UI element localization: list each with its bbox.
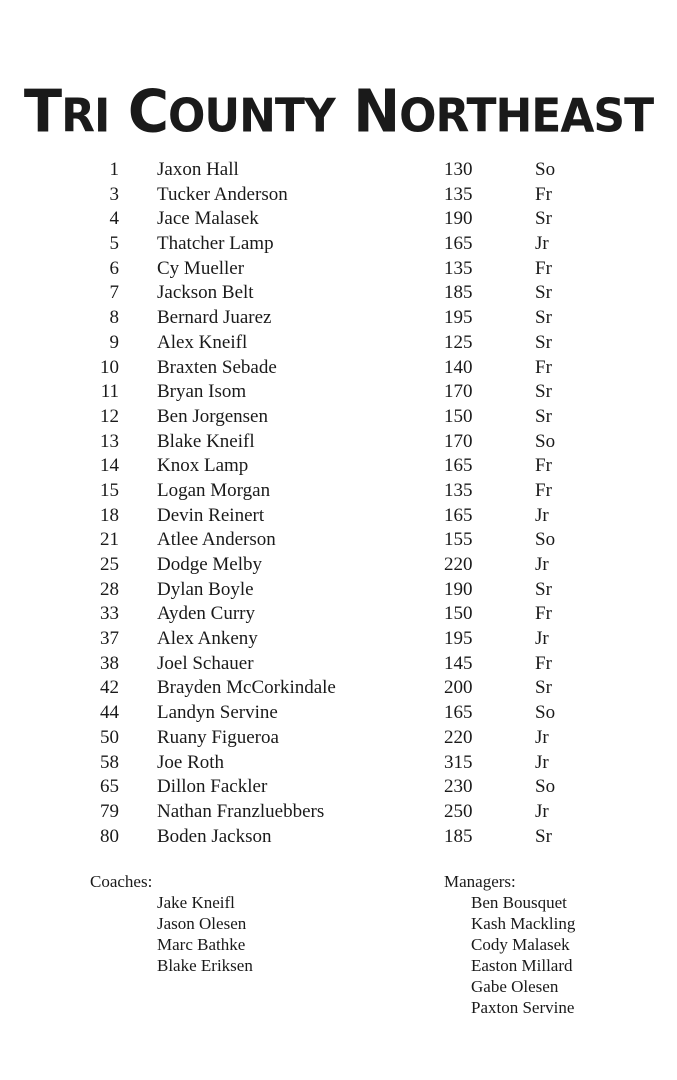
player-name: Nathan Franzluebbers bbox=[157, 800, 325, 822]
roster-row bbox=[0, 578, 677, 603]
player-name: Joel Schauer bbox=[157, 652, 254, 674]
player-number: 42 bbox=[100, 677, 119, 699]
player-name: Bernard Juarez bbox=[157, 307, 272, 329]
player-grade: Fr bbox=[535, 479, 552, 501]
roster-row bbox=[0, 356, 677, 381]
roster-row bbox=[0, 800, 677, 825]
player-weight: 150 bbox=[444, 405, 473, 427]
player-grade: Jr bbox=[535, 233, 549, 255]
roster-row bbox=[0, 825, 677, 850]
roster-row bbox=[0, 257, 677, 282]
coaches-list bbox=[157, 892, 253, 976]
player-number: 44 bbox=[100, 702, 119, 724]
player-weight: 195 bbox=[444, 628, 473, 650]
player-number: 25 bbox=[100, 554, 119, 575]
player-name: Brayden McCorkindale bbox=[157, 677, 336, 699]
player-name: Alex Kneifl bbox=[157, 331, 248, 353]
manager-name: Easton Millard bbox=[471, 956, 573, 975]
player-grade: Fr bbox=[535, 257, 552, 279]
player-name: Boden Jackson bbox=[157, 825, 272, 847]
player-name: Joe Roth bbox=[157, 751, 225, 773]
page-title bbox=[0, 76, 677, 154]
player-name: Alex Ankeny bbox=[157, 628, 258, 650]
player-grade: Sr bbox=[535, 578, 552, 600]
player-number: 9 bbox=[109, 331, 119, 353]
player-grade: Sr bbox=[535, 381, 552, 403]
player-number: 4 bbox=[109, 208, 119, 230]
roster-row bbox=[0, 751, 677, 776]
player-weight: 145 bbox=[444, 652, 473, 674]
roster-row bbox=[0, 701, 677, 726]
player-number: 50 bbox=[100, 726, 119, 748]
player-name: Tucker Anderson bbox=[157, 183, 288, 205]
roster-row bbox=[0, 726, 677, 751]
player-number: 79 bbox=[100, 800, 119, 822]
player-grade: So bbox=[535, 430, 556, 452]
roster-list bbox=[0, 158, 677, 849]
roster-row bbox=[0, 479, 677, 504]
roster-row bbox=[0, 627, 677, 652]
player-name: Ruany Figueroa bbox=[157, 726, 279, 748]
player-grade: So bbox=[535, 529, 556, 551]
player-weight: 135 bbox=[444, 479, 473, 501]
player-grade: So bbox=[535, 159, 556, 180]
player-weight: 150 bbox=[444, 603, 473, 625]
player-weight: 140 bbox=[444, 356, 473, 378]
player-number: 11 bbox=[100, 381, 119, 403]
player-grade: Jr bbox=[535, 726, 549, 748]
player-grade: Sr bbox=[535, 282, 552, 304]
manager-name: Gabe Olesen bbox=[471, 977, 559, 996]
manager-name: Ben Bousquet bbox=[471, 893, 567, 912]
player-number: 80 bbox=[100, 825, 119, 847]
roster-row bbox=[0, 232, 677, 257]
player-weight: 190 bbox=[444, 578, 473, 600]
roster-row bbox=[0, 306, 677, 331]
title-word-3: NORTHEAST bbox=[353, 78, 654, 147]
player-number: 1 bbox=[109, 159, 119, 180]
roster-row bbox=[0, 331, 677, 356]
player-number: 6 bbox=[109, 257, 119, 279]
player-weight: 250 bbox=[444, 800, 473, 822]
roster-row bbox=[0, 281, 677, 306]
player-number: 13 bbox=[100, 430, 119, 452]
player-weight: 125 bbox=[444, 331, 473, 353]
player-grade: Sr bbox=[535, 331, 552, 353]
player-number: 3 bbox=[109, 183, 119, 205]
player-grade: Sr bbox=[535, 208, 552, 230]
player-grade: Sr bbox=[535, 677, 552, 699]
player-weight: 170 bbox=[444, 430, 473, 452]
player-grade: So bbox=[535, 702, 556, 724]
player-grade: Jr bbox=[535, 504, 549, 526]
player-number: 5 bbox=[109, 233, 119, 255]
player-grade: Jr bbox=[535, 554, 549, 575]
player-weight: 165 bbox=[444, 233, 473, 255]
roster-row bbox=[0, 504, 677, 529]
player-name: Bryan Isom bbox=[157, 381, 247, 403]
player-name: Blake Kneifl bbox=[157, 430, 255, 452]
player-weight: 220 bbox=[444, 726, 473, 748]
player-grade: Fr bbox=[535, 603, 552, 625]
coach-name: Jake Kneifl bbox=[157, 893, 235, 912]
player-name: Braxten Sebade bbox=[157, 356, 277, 378]
player-number: 33 bbox=[100, 603, 119, 625]
manager-name: Kash Mackling bbox=[471, 914, 576, 933]
player-weight: 135 bbox=[444, 257, 473, 279]
player-name: Ayden Curry bbox=[157, 603, 255, 625]
coach-name: Blake Eriksen bbox=[157, 956, 253, 975]
player-grade: Jr bbox=[535, 800, 549, 822]
player-name: Jace Malasek bbox=[157, 208, 259, 230]
player-weight: 165 bbox=[444, 702, 473, 724]
player-name: Devin Reinert bbox=[157, 504, 265, 526]
player-name: Landyn Servine bbox=[157, 702, 278, 724]
player-name: Dillon Fackler bbox=[157, 776, 268, 798]
player-weight: 185 bbox=[444, 825, 473, 847]
player-weight: 220 bbox=[444, 554, 473, 575]
player-number: 37 bbox=[100, 628, 119, 650]
player-name: Thatcher Lamp bbox=[157, 233, 274, 255]
player-grade: So bbox=[535, 776, 556, 798]
managers-label: Managers: bbox=[444, 872, 516, 891]
roster-row bbox=[0, 380, 677, 405]
player-name: Cy Mueller bbox=[157, 257, 245, 279]
player-grade: Sr bbox=[535, 307, 552, 329]
player-name: Atlee Anderson bbox=[157, 529, 276, 551]
manager-name: Paxton Servine bbox=[471, 998, 575, 1017]
player-name: Dodge Melby bbox=[157, 554, 263, 575]
player-number: 65 bbox=[100, 776, 119, 798]
player-grade: Jr bbox=[535, 628, 549, 650]
player-weight: 315 bbox=[444, 751, 473, 773]
roster-row bbox=[0, 430, 677, 455]
player-grade: Fr bbox=[535, 183, 552, 205]
player-number: 21 bbox=[100, 529, 119, 551]
player-grade: Fr bbox=[535, 356, 552, 378]
title-word-2: COUNTY bbox=[127, 78, 335, 147]
player-name: Jaxon Hall bbox=[157, 159, 239, 180]
player-weight: 230 bbox=[444, 776, 473, 798]
player-grade: Jr bbox=[535, 751, 549, 773]
player-number: 8 bbox=[109, 307, 119, 329]
player-number: 18 bbox=[100, 504, 119, 526]
player-number: 14 bbox=[100, 455, 119, 477]
player-grade: Fr bbox=[535, 455, 552, 477]
player-name: Dylan Boyle bbox=[157, 578, 254, 600]
manager-name: Cody Malasek bbox=[471, 935, 570, 954]
player-weight: 195 bbox=[444, 307, 473, 329]
roster-row bbox=[0, 158, 677, 183]
roster-row bbox=[0, 676, 677, 701]
player-weight: 165 bbox=[444, 455, 473, 477]
player-name: Ben Jorgensen bbox=[157, 405, 268, 427]
coach-name: Jason Olesen bbox=[157, 914, 247, 933]
roster-row bbox=[0, 528, 677, 553]
player-name: Knox Lamp bbox=[157, 455, 249, 477]
player-grade: Fr bbox=[535, 652, 552, 674]
title-word-1: TRI bbox=[23, 78, 110, 147]
player-weight: 165 bbox=[444, 504, 473, 526]
player-name: Logan Morgan bbox=[157, 479, 271, 501]
roster-row bbox=[0, 652, 677, 677]
roster-row bbox=[0, 207, 677, 232]
managers-list bbox=[471, 892, 575, 1018]
player-weight: 135 bbox=[444, 183, 473, 205]
player-weight: 130 bbox=[444, 159, 473, 180]
player-number: 7 bbox=[109, 282, 119, 304]
player-number: 28 bbox=[100, 578, 119, 600]
player-weight: 155 bbox=[444, 529, 473, 551]
coach-name: Marc Bathke bbox=[157, 935, 246, 954]
player-number: 12 bbox=[100, 405, 119, 427]
roster-row bbox=[0, 183, 677, 208]
roster-row bbox=[0, 775, 677, 800]
roster-row bbox=[0, 454, 677, 479]
player-weight: 190 bbox=[444, 208, 473, 230]
player-weight: 185 bbox=[444, 282, 473, 304]
player-number: 15 bbox=[100, 479, 119, 501]
player-grade: Sr bbox=[535, 825, 552, 847]
player-number: 10 bbox=[100, 356, 119, 378]
roster-row bbox=[0, 602, 677, 627]
player-weight: 170 bbox=[444, 381, 473, 403]
player-number: 38 bbox=[100, 652, 119, 674]
roster-row bbox=[0, 405, 677, 430]
coaches-label: Coaches: bbox=[90, 872, 153, 891]
roster-row bbox=[0, 553, 677, 578]
player-grade: Sr bbox=[535, 405, 552, 427]
player-number: 58 bbox=[100, 751, 119, 773]
player-weight: 200 bbox=[444, 677, 473, 699]
player-name: Jackson Belt bbox=[157, 282, 254, 304]
